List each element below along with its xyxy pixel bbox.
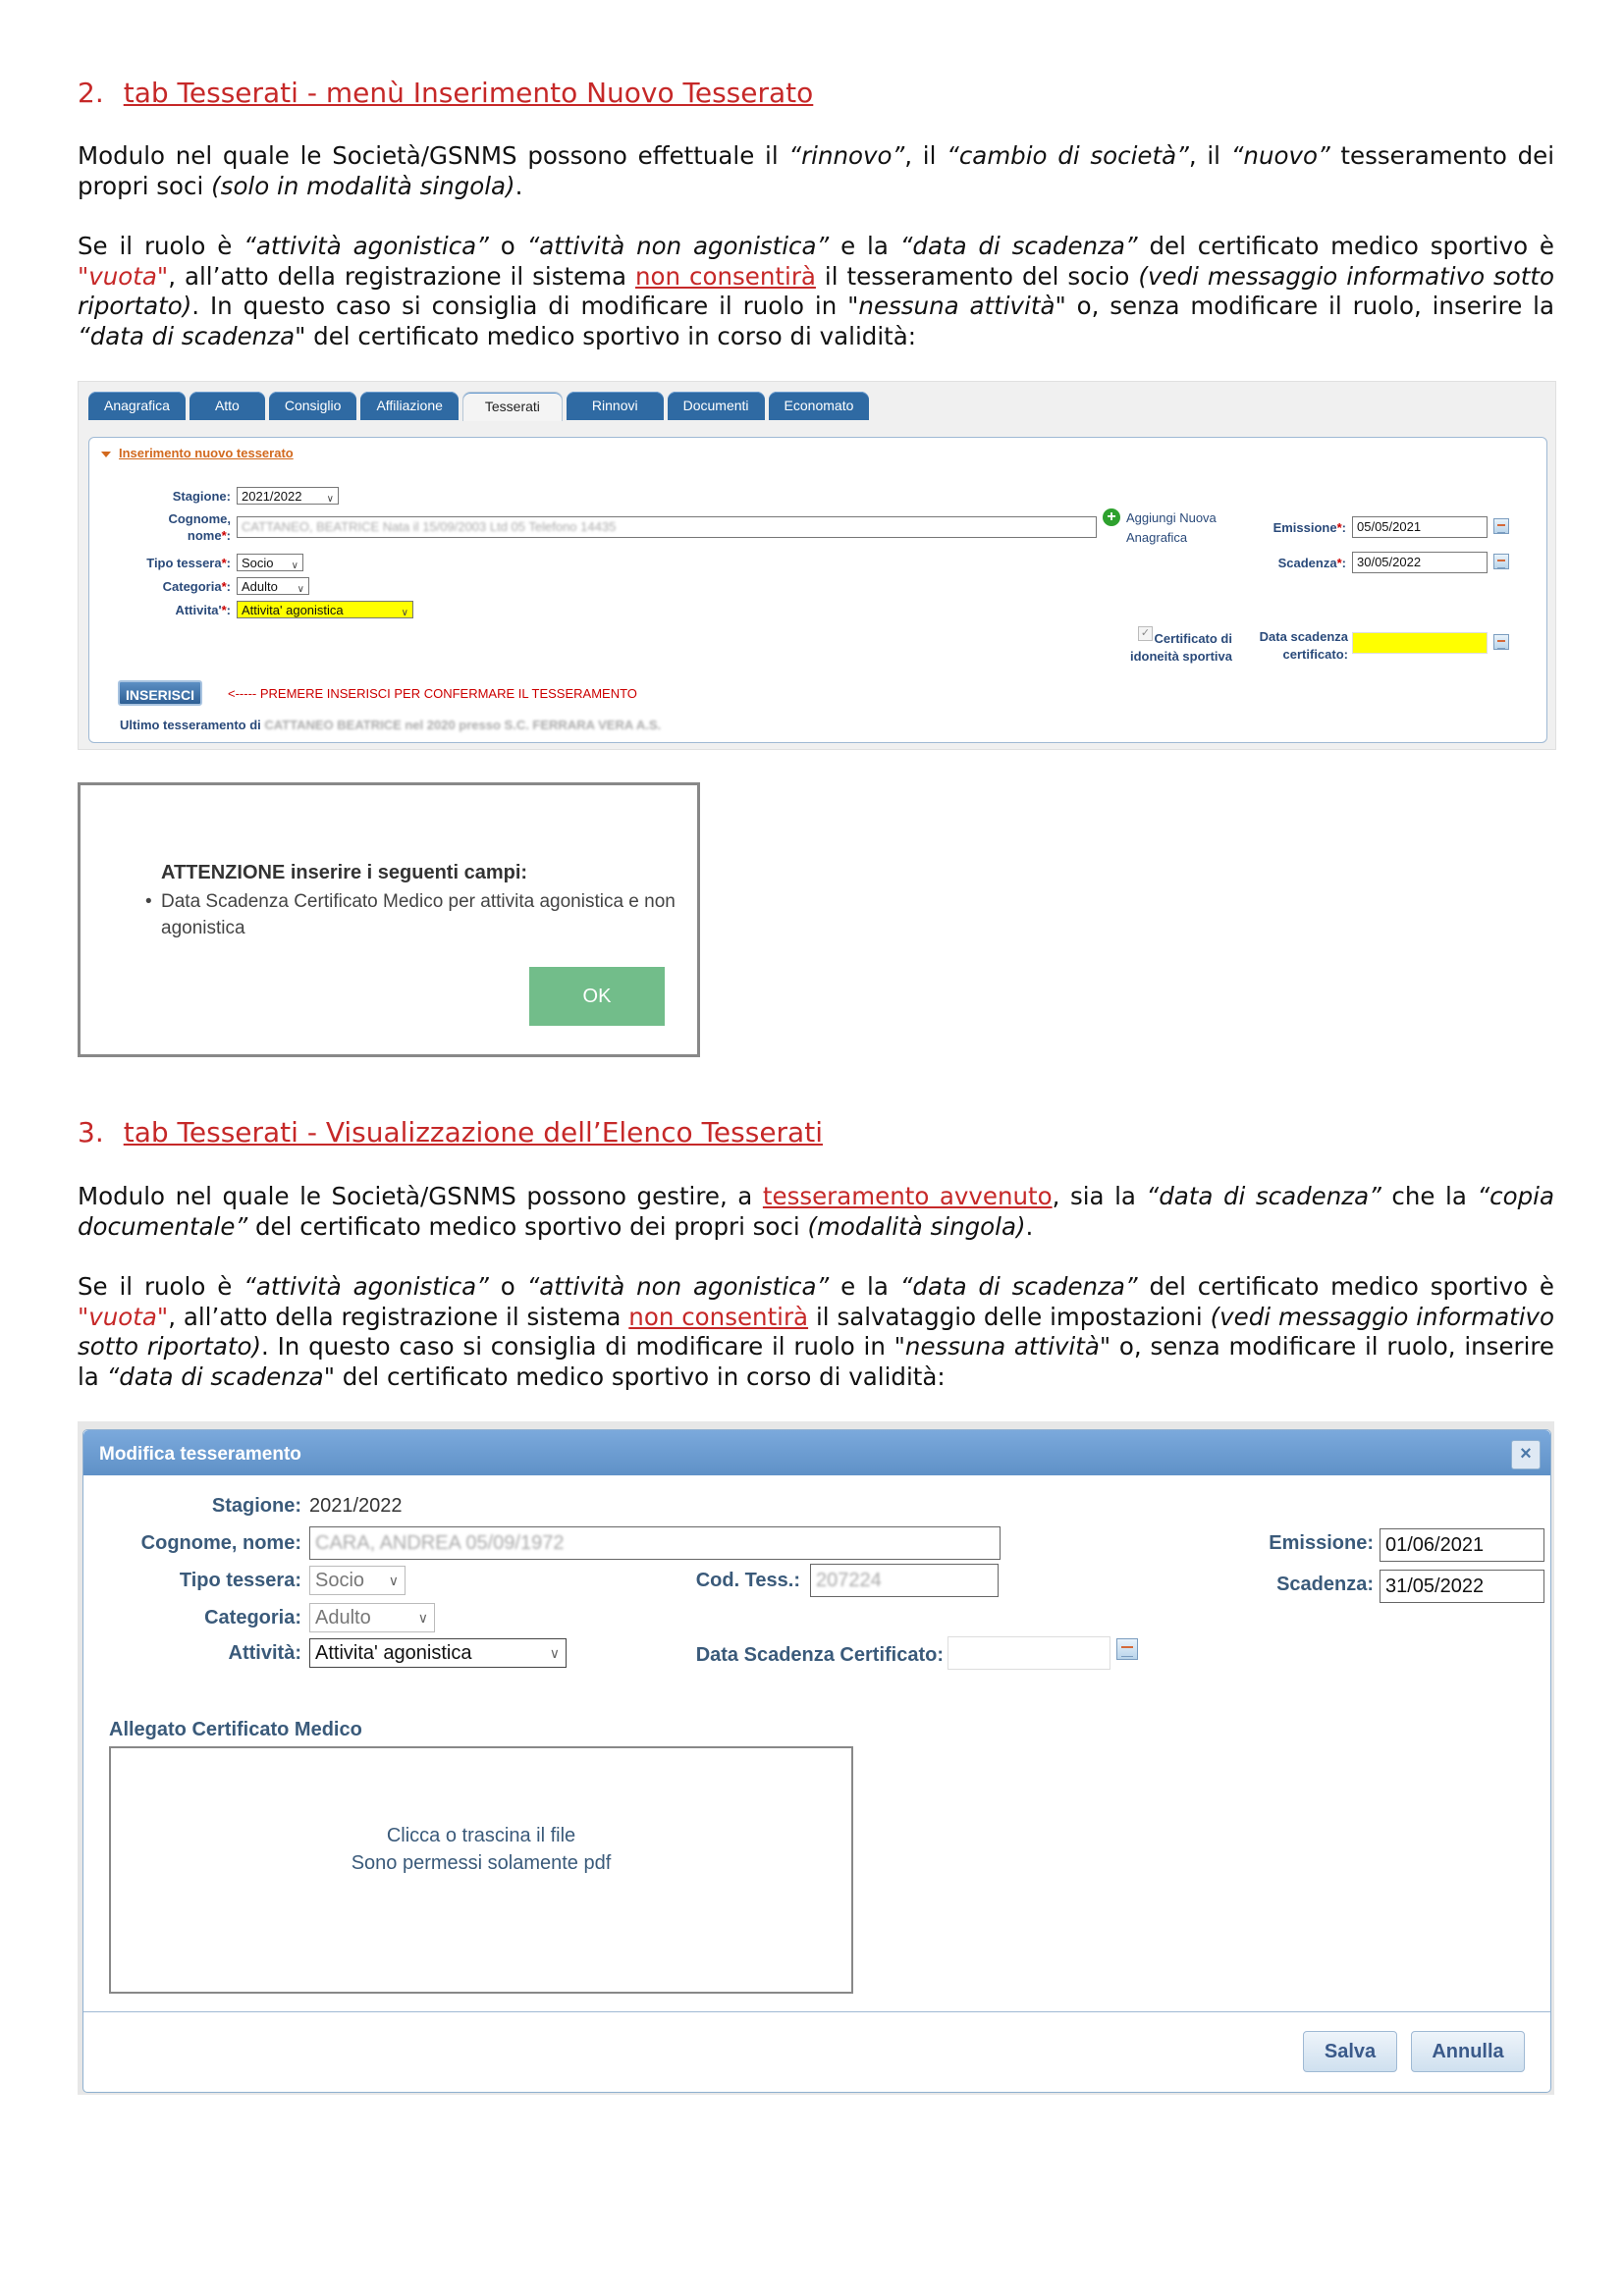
emissione-label: Emissione*: bbox=[1272, 520, 1346, 535]
stagione-select[interactable]: 2021/2022 ∨ bbox=[237, 487, 339, 505]
certificato-label: Certificato di idoneità sportiva bbox=[1129, 631, 1232, 664]
data-scadenza-label: Data Scadenza Certificato: bbox=[695, 1644, 944, 1666]
emissione-label: Emissione: bbox=[1269, 1532, 1374, 1554]
scadenza-input[interactable]: 30/05/2022 bbox=[1352, 552, 1488, 573]
attivita-label: Attivita'*: bbox=[175, 603, 231, 617]
chevron-down-icon: ∨ bbox=[417, 1610, 428, 1626]
calendar-icon[interactable] bbox=[1493, 518, 1509, 534]
annulla-button[interactable]: Annulla bbox=[1411, 2031, 1525, 2072]
stagione-value: 2021/2022 bbox=[309, 1495, 403, 1517]
section-number: 3. bbox=[78, 1116, 104, 1148]
inserisci-note: <----- PREMERE INSERISCI PER CONFERMARE IL TESSERAMENTO bbox=[228, 686, 637, 701]
section-title: tab Tesserati - Visualizzazione dell’Elenco Tesserati bbox=[123, 1116, 823, 1148]
chevron-down-icon: ∨ bbox=[401, 608, 408, 618]
tipo-tessera-select[interactable]: Socio ∨ bbox=[309, 1566, 406, 1595]
stagione-label: Stagione: bbox=[172, 489, 231, 504]
categoria-label: Categoria*: bbox=[162, 579, 231, 594]
allegato-label: Allegato Certificato Medico bbox=[109, 1719, 362, 1740]
add-anagrafica-link[interactable]: Aggiungi Nuova Anagrafica bbox=[1126, 510, 1217, 545]
chevron-down-icon: ∨ bbox=[297, 584, 304, 595]
scadenza-label: Scadenza: bbox=[1276, 1574, 1374, 1595]
categoria-label: Categoria: bbox=[204, 1607, 301, 1629]
drop-format-hint: Sono permessi solamente pdf bbox=[351, 1852, 612, 1874]
ok-button[interactable]: OK bbox=[529, 967, 665, 1026]
chevron-down-icon: ∨ bbox=[326, 494, 334, 505]
tab-tesserati[interactable]: Tesserati bbox=[462, 392, 563, 421]
warning-dialog bbox=[78, 782, 700, 1057]
data-scadenza-input[interactable] bbox=[947, 1636, 1110, 1670]
tab-anagrafica[interactable]: Anagrafica bbox=[88, 392, 186, 420]
tab-consiglio[interactable]: Consiglio bbox=[269, 392, 357, 420]
last-registration: Ultimo tesseramento di CATTANEO BEATRICE nel 2020 presso S.C. FERRARA VERA A.S. bbox=[120, 718, 662, 732]
panel-title[interactable]: Inserimento nuovo tesserato bbox=[101, 446, 294, 460]
modify-window bbox=[82, 1429, 1551, 2093]
chevron-down-icon: ∨ bbox=[388, 1573, 399, 1588]
scadenza-input[interactable]: 31/05/2022 bbox=[1380, 1570, 1544, 1603]
cognome-label: Cognome, nome: bbox=[140, 1532, 301, 1554]
cod-tess-input[interactable]: 207224 bbox=[810, 1564, 999, 1597]
chevron-down-icon: ∨ bbox=[291, 561, 298, 571]
attivita-select[interactable]: Attivita' agonistica ∨ bbox=[237, 601, 413, 618]
add-icon[interactable]: + bbox=[1103, 508, 1120, 526]
section-2-paragraph-1: Modulo nel quale le Società/GSNMS possono effettuale il “rinnovo”, il “cambio di società”, il “nuovo” tesseramento dei propri soci (solo in modalità singola). bbox=[78, 141, 1554, 200]
inserisci-button[interactable]: INSERISCI bbox=[118, 680, 202, 706]
stagione-label: Stagione: bbox=[211, 1495, 301, 1517]
window-title: Modifica tesseramento bbox=[99, 1444, 301, 1465]
salva-button[interactable]: Salva bbox=[1303, 2031, 1397, 2072]
categoria-select[interactable]: Adulto ∨ bbox=[237, 577, 309, 595]
section-2-heading bbox=[78, 77, 813, 109]
calendar-icon[interactable] bbox=[1116, 1638, 1138, 1660]
collapse-arrow-icon bbox=[101, 452, 111, 457]
divider bbox=[83, 2011, 1550, 2012]
modify-dialog-screenshot bbox=[78, 1421, 1554, 2095]
scadenza-label: Scadenza*: bbox=[1277, 556, 1346, 570]
attivita-label: Attività: bbox=[228, 1642, 301, 1664]
window-header bbox=[83, 1430, 1550, 1475]
drop-hint: Clicca o trascina il file bbox=[386, 1825, 576, 1846]
section-number: 2. bbox=[78, 77, 104, 109]
tab-economato[interactable]: Economato bbox=[769, 392, 870, 420]
attivita-select[interactable]: Attivita' agonistica ∨ bbox=[309, 1638, 567, 1668]
section-3-heading bbox=[78, 1116, 823, 1148]
close-icon[interactable]: × bbox=[1511, 1440, 1541, 1469]
tipo-tessera-label: Tipo tessera*: bbox=[146, 556, 231, 570]
tab-documenti[interactable]: Documenti bbox=[668, 392, 765, 420]
cognome-input[interactable]: CATTANEO, BEATRICE Nata il 15/09/2003 Ltd 05 Telefono 14435 bbox=[237, 516, 1097, 538]
emissione-input[interactable]: 05/05/2021 bbox=[1352, 516, 1488, 538]
section-title: tab Tesserati - menù Inserimento Nuovo Tesserato bbox=[123, 77, 814, 109]
section-2-paragraph-2: Se il ruolo è “attività agonistica” o “attività non agonistica” e la “data di scadenza” del certificato medico sportivo è "vuota", all’atto della registrazione il sistema non consentirà il tesseramento del socio (vedi messaggio informativo sotto riportato). In questo caso si consiglia di modificare il ruolo in "nessuna attività" o, senza modificare il ruolo, inserire la “data di scadenza" del certificato medico sportivo in corso di validità: bbox=[78, 232, 1555, 350]
cognome-label: Cognome, nome*: bbox=[168, 511, 231, 543]
categoria-select[interactable]: Adulto ∨ bbox=[309, 1603, 435, 1632]
calendar-icon[interactable] bbox=[1493, 554, 1509, 569]
tab-affiliazione[interactable]: Affiliazione bbox=[360, 392, 458, 420]
bullet-icon: • bbox=[145, 891, 152, 912]
emissione-input[interactable]: 01/06/2021 bbox=[1380, 1528, 1544, 1562]
calendar-icon[interactable] bbox=[1493, 634, 1509, 650]
data-scadenza-label: Data scadenza certificato: bbox=[1259, 629, 1348, 662]
dialog-item: • Data Scadenza Certificato Medico per attivita agonistica e non agonistica bbox=[161, 888, 691, 941]
section-3-paragraph-2: Se il ruolo è “attività agonistica” o “attività non agonistica” e la “data di scadenza” del certificato medico sportivo è "vuota", all’atto della registrazione il sistema non consentirà il salvataggio delle impostazioni (vedi messaggio informativo sotto riportato). In questo caso si consiglia di modificare il ruolo in "nessuna attività" o, senza modificare il ruolo, inserire la “data di scadenza" del certificato medico sportivo in corso di validità: bbox=[78, 1272, 1555, 1391]
cognome-input[interactable]: CARA, ANDREA 05/09/1972 bbox=[309, 1526, 1001, 1560]
tab-atto[interactable]: Atto bbox=[189, 392, 265, 420]
insert-form-screenshot bbox=[78, 381, 1556, 750]
chevron-down-icon: ∨ bbox=[549, 1645, 560, 1661]
file-drop-zone[interactable] bbox=[109, 1746, 853, 1994]
tipo-tessera-label: Tipo tessera: bbox=[179, 1570, 301, 1591]
cod-tess-label: Cod. Tess.: bbox=[695, 1570, 800, 1591]
section-3-paragraph-1: Modulo nel quale le Società/GSNMS possono gestire, a tesseramento avvenuto, sia la “data di scadenza” che la “copia documentale” del certificato medico sportivo dei propri soci (modalità singola). bbox=[78, 1182, 1554, 1241]
tab-rinnovi[interactable]: Rinnovi bbox=[567, 392, 664, 420]
tipo-tessera-select[interactable]: Socio ∨ bbox=[237, 554, 303, 571]
checkbox-icon[interactable]: ✓ bbox=[1138, 626, 1153, 641]
data-scadenza-input[interactable] bbox=[1352, 632, 1488, 654]
dialog-title: ATTENZIONE inserire i seguenti campi: bbox=[161, 862, 528, 883]
tab-bar bbox=[88, 388, 869, 421]
